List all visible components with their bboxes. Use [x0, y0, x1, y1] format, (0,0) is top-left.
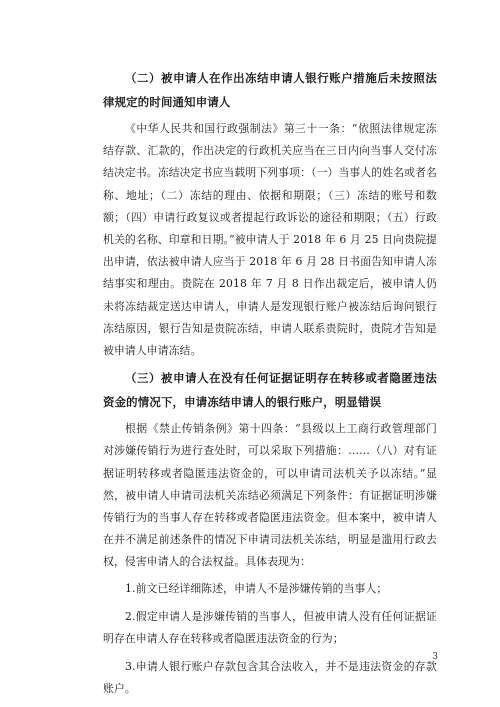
section-3-paragraph: 根据《禁止传销条例》第十四条：“县级以上工商行政管理部门对涉嫌传销行为进行查处时，可以采取下列措施：……（八）对有证据证明转移或者隐匿违法资金的，可以申请司法机关予以冻结。”显然，被申请人申请司法机关冻结必须满足下列条件：有证据证明涉嫌传销行为的当事人存在转移或者隐匿违法资金。但本案中，被申请人在并不满足前述条件的情况下申请司法机关冻结，明显是滥用行政去权，侵害申请人的合法权益。具体表现为： — [103, 422, 437, 569]
page-content — [103, 66, 437, 707]
section-2-heading: （二）被申请人在作出冻结申请人银行账户措施后未按照法律规定的时间通知申请人 — [103, 71, 437, 109]
page-number: 3 — [432, 652, 438, 662]
list-item: 1.前文已经详细陈述，申请人不是涉嫌传销的当事人； — [125, 581, 388, 595]
list-item: 3.申请人银行账户存款包含其合法收入，并不是违法资金的存款账户。 — [103, 660, 437, 696]
list-item: 2.假定申请人是涉嫌传销的当事人，但被申请人没有任何证据证明存在申请人存在转移或者隐匿违法资金的行为； — [103, 609, 437, 646]
section-2-paragraph: 《中华人民共和国行政强制法》第三十一条：“依照法律规定冻结存款、汇款的，作出决定的行政机关应当在三日内向当事人交付冻结决定书。冻结决定书应当载明下列事项：（一）当事人的姓名或者名称、地址；（二）冻结的理由、依据和期限；（三）冻结的账号和数额；（四）申请行政复议或者提起行政诉讼的途径和期限；（五）行政机关的名称、印章和日期。”被申请人于 2018 年 6 月 25 日向贵院提出申请，依法被申请人应当于 2018 年 6 月 28 日书面告知申请人冻结事实和理由。贵院在 2018 年 7 月 8 日作出裁定后，被申请人仍未将冻结裁定送达申请人，申请人是发现银行账户被冻结后询问银行冻结原因，银行告知是贵院冻结，申请人联系贵院时，贵院才告知是被申请人申请冻结。 — [103, 122, 437, 358]
section-3-heading: （三）被申请人在没有任何证据证明存在转移或者隐匿违法资金的情况下，申请冻结申请人的银行账户，明显错误 — [103, 371, 437, 410]
